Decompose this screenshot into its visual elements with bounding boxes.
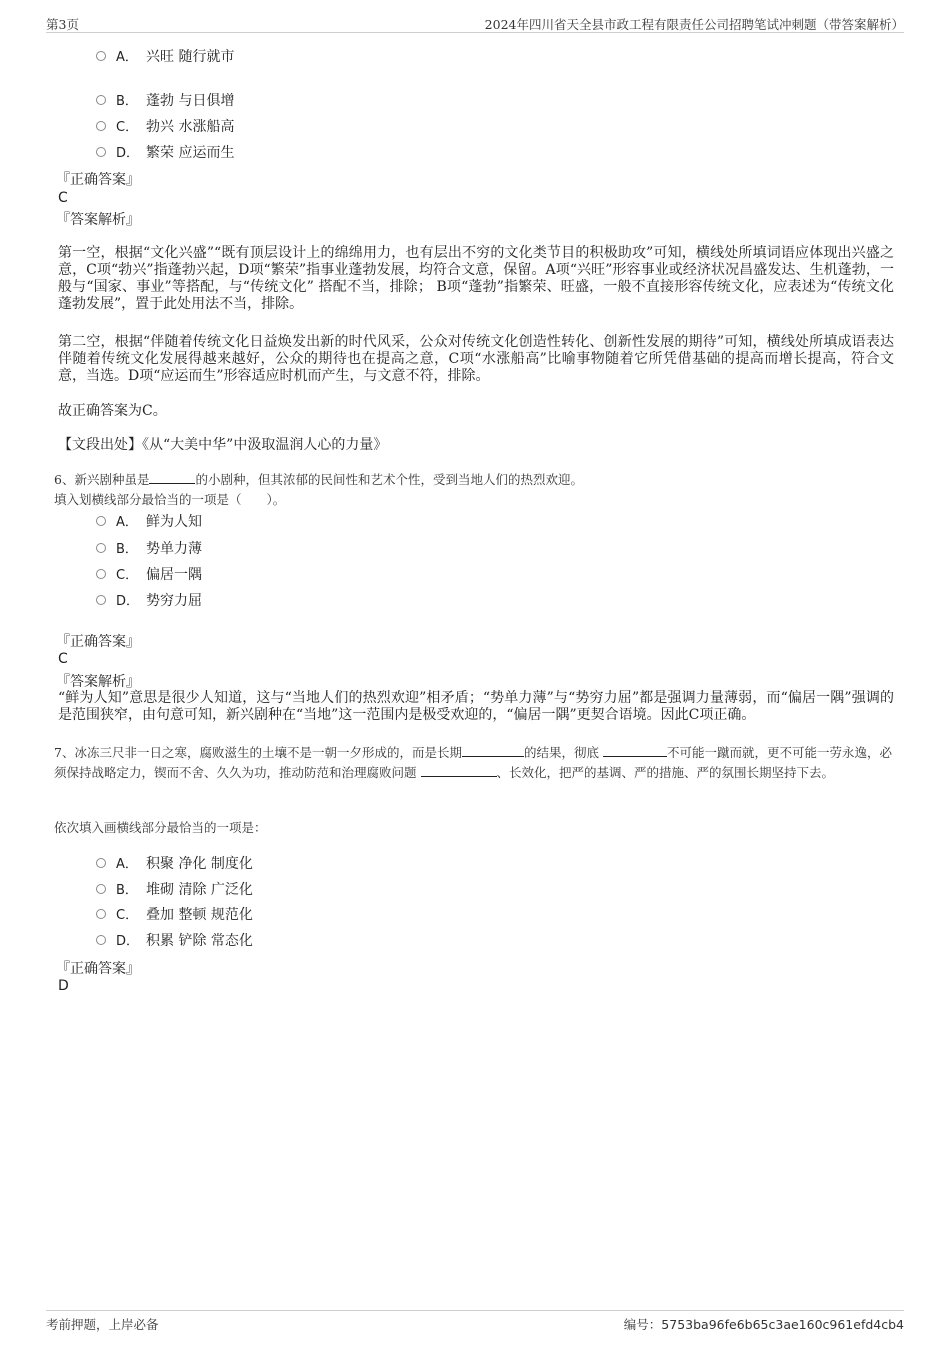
q5-option-a[interactable]: [96, 47, 234, 67]
footer-slogan: 考前押题，上岸必备: [46, 1317, 159, 1332]
q7-answer: D: [58, 978, 69, 994]
q7-option-a[interactable]: [96, 854, 253, 874]
q7-instruction: 依次填入画横线部分最恰当的一项是：: [54, 820, 267, 835]
q7-stem-part-4: 、长效化，把严的基调、严的措施、严的氛围长期坚持下去。: [496, 765, 835, 780]
radio-icon[interactable]: [96, 121, 106, 131]
q7-stem-part-3: 不可能一蹴而就，更不可能一劳永逸，必须保持战略定力，锲而不舍、久久为功，推动防范和治理腐败问题: [54, 745, 892, 780]
radio-icon[interactable]: [96, 858, 106, 868]
q6-stem-end: 的小剧种，但其浓郁的民间性和艺术个性，受到当地人们的热烈欢迎。: [195, 472, 583, 487]
page-footer: [46, 1310, 904, 1333]
q5-answer: C: [58, 190, 68, 206]
option-text: 勃兴 水涨船高: [146, 119, 235, 135]
q7-blank-1: [462, 742, 524, 757]
option-text: 兴旺 随行就市: [146, 49, 235, 65]
radio-icon[interactable]: [96, 569, 106, 579]
q7-answer-label: 『正确答案』: [56, 961, 140, 977]
radio-icon[interactable]: [96, 51, 106, 61]
document-id: [624, 1315, 904, 1333]
option-letter: D．: [116, 594, 140, 609]
q5-option-d[interactable]: [96, 143, 234, 163]
q6-option-d[interactable]: [96, 591, 202, 611]
q7-option-b[interactable]: [96, 880, 253, 900]
option-text: 积累 铲除 常态化: [146, 933, 253, 949]
q7-option-c[interactable]: [96, 905, 253, 925]
option-letter: B．: [116, 542, 138, 557]
radio-icon[interactable]: [96, 595, 106, 605]
q6-instruction: 填入划横线部分最恰当的一项是（ ）。: [54, 492, 286, 507]
option-text: 势单力薄: [146, 541, 202, 557]
option-letter: B．: [116, 94, 138, 109]
q6-stem: [54, 469, 900, 510]
radio-icon[interactable]: [96, 884, 106, 894]
q5-option-c[interactable]: [96, 117, 234, 137]
option-text: 积聚 净化 制度化: [146, 856, 253, 872]
q7-stem: [54, 742, 900, 782]
q5-analysis-conclusion: 故正确答案为C。: [58, 403, 167, 419]
document-title: 2024年四川省天全县市政工程有限责任公司招聘笔试冲刺题（带答案解析）: [484, 17, 904, 32]
option-letter: D．: [116, 934, 140, 949]
q7-stem-part-1: 7、冰冻三尺非一日之寒，腐败滋生的土壤不是一朝一夕形成的，而是长期: [54, 745, 462, 760]
q6-option-a[interactable]: [96, 512, 202, 532]
option-letter: A．: [116, 515, 138, 530]
radio-icon[interactable]: [96, 95, 106, 105]
q5-answer-label: 『正确答案』: [56, 172, 140, 188]
option-text: 叠加 整顿 规范化: [146, 907, 253, 923]
option-text: 繁荣 应运而生: [146, 145, 235, 161]
radio-icon[interactable]: [96, 543, 106, 553]
option-text: 势穷力屈: [146, 593, 202, 609]
option-letter: D．: [116, 146, 140, 161]
q5-option-b[interactable]: [96, 91, 234, 111]
q7-blank-2: [603, 742, 667, 757]
option-letter: C．: [116, 568, 139, 583]
radio-icon[interactable]: [96, 516, 106, 526]
q6-option-c[interactable]: [96, 565, 202, 585]
option-letter: A．: [116, 50, 138, 65]
page-header: [46, 12, 904, 33]
radio-icon[interactable]: [96, 935, 106, 945]
q7-blank-3: [421, 762, 497, 777]
document-id-label: 编号：: [623, 1317, 662, 1332]
q5-analysis-label: 『答案解析』: [56, 212, 140, 228]
page-number: 第3页: [46, 17, 79, 32]
q6-answer-label: 『正确答案』: [56, 634, 140, 650]
q5-source: 【文段出处】《从“大美中华”中汲取温润人心的力量》: [58, 437, 388, 453]
q6-answer: C: [58, 651, 68, 667]
option-text: 偏居一隅: [146, 567, 202, 583]
q7-option-d[interactable]: [96, 931, 253, 951]
option-text: 蓬勃 与日俱增: [146, 93, 235, 109]
q6-stem-start: 6、新兴剧种虽是: [54, 472, 150, 487]
q5-analysis-paragraph-1: 第一空，根据“文化兴盛”“既有顶层设计上的绵绵用力，也有层出不穷的文化类节目的积极助攻”可知，横线处所填词语应体现出兴盛之意，C项“勃兴”指蓬勃兴起，D项“繁荣”指事业蓬勃发展，均符合文意，保留。A项“兴旺”形容事业或经济状况昌盛发达、生机蓬勃，一般与“国家、事业”等搭配，与“传统文化” 搭配不当，排除； B项“蓬勃”指繁荣、旺盛，一般不直接形容传统文化，应表述为“传统文化蓬勃发展”，置于此处用法不当，排除。: [58, 245, 894, 312]
option-letter: A．: [116, 857, 138, 872]
option-letter: C．: [116, 908, 139, 923]
q5-analysis-paragraph-2: 第二空，根据“伴随着传统文化日益焕发出新的时代风采，公众对传统文化创造性转化、创新性发展的期待”可知，横线处所填成语表达伴随着传统文化发展得越来越好，公众的期待也在提高之意，C项“水涨船高”比喻事物随着它所凭借基础的提高而增长提高，符合文意，当选。D项“应运而生”形容适应时机而产生，与文意不符，排除。: [58, 334, 894, 384]
radio-icon[interactable]: [96, 909, 106, 919]
q6-option-b[interactable]: [96, 539, 202, 559]
option-text: 鲜为人知: [146, 514, 202, 530]
radio-icon[interactable]: [96, 147, 106, 157]
q7-stem-part-2: 的结果，彻底: [523, 745, 599, 760]
q6-analysis: “鲜为人知”意思是很少人知道，这与“当地人们的热烈欢迎”相矛盾；“势单力薄”与“势穷力屈”都是强调力量薄弱，而“偏居一隅”强调的是范围狭窄，由句意可知，新兴剧种在“当地”这一范围内是极受欢迎的，“偏居一隅”更契合语境。因此C项正确。: [58, 690, 894, 723]
q6-blank: [149, 469, 195, 484]
q6-analysis-label: 『答案解析』: [56, 674, 140, 690]
document-id-value: 5753ba96fe6b65c3ae160c961efd4cb4: [661, 1317, 904, 1332]
option-text: 堆砌 清除 广泛化: [146, 882, 253, 898]
option-letter: B．: [116, 883, 138, 898]
option-letter: C．: [116, 120, 139, 135]
